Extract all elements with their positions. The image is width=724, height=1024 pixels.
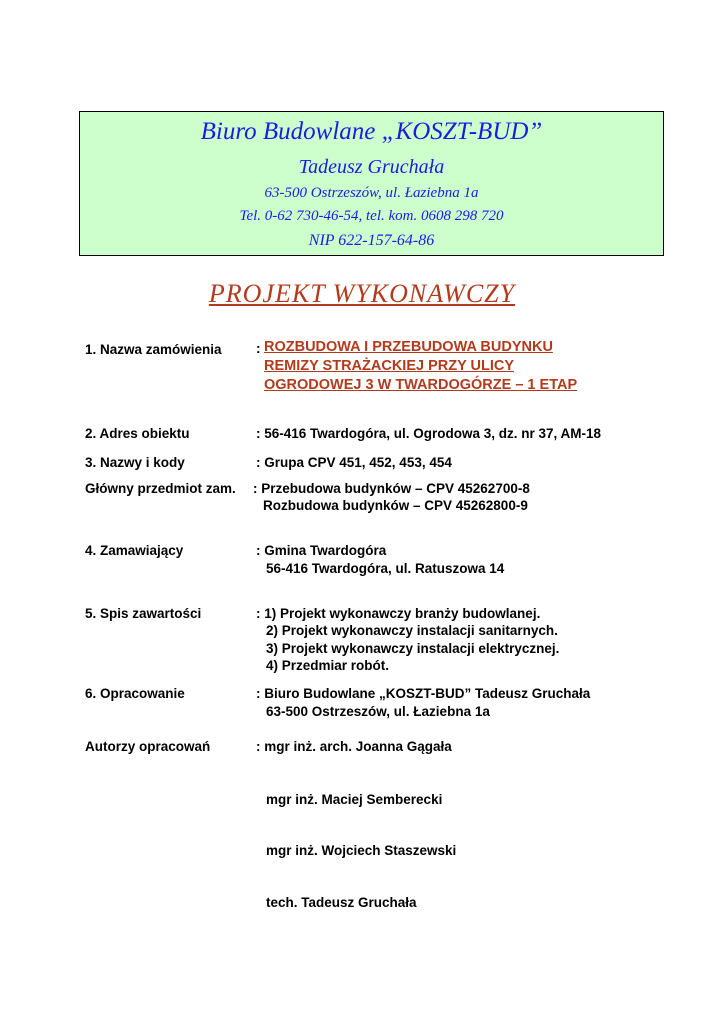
- company-address: 63-500 Ostrzeszów, ul. Łaziebna 1a: [264, 185, 479, 201]
- company-header-box: [79, 111, 664, 256]
- author-item: tech. Tadeusz Gruchała: [266, 895, 417, 910]
- main-subject-label: Główny przedmiot zam.: [85, 481, 236, 496]
- codes-label: 3. Nazwy i kody: [85, 455, 185, 470]
- client-value-2: 56-416 Twardogóra, ul. Ratuszowa 14: [266, 561, 505, 576]
- address-label: 2. Adres obiektu: [85, 426, 190, 441]
- order-name-label: 1. Nazwa zamówienia: [85, 342, 222, 357]
- authors-label: Autorzy opracowań: [85, 739, 211, 754]
- company-owner: Tadeusz Gruchała: [298, 156, 445, 178]
- company-nip: NIP 622-157-64-86: [308, 232, 435, 249]
- client-label: 4. Zamawiający: [85, 543, 184, 558]
- contents-item: 2) Projekt wykonawczy instalacji sanitarnych.: [266, 623, 558, 638]
- prepared-by-value-2: 63-500 Ostrzeszów, ul. Łaziebna 1a: [266, 704, 490, 719]
- codes-value: : Grupa CPV 451, 452, 453, 454: [256, 455, 452, 470]
- company-name: Biuro Budowlane „KOSZT-BUD”: [200, 118, 543, 145]
- order-name-line: ROZBUDOWA I PRZEBUDOWA BUDYNKU: [264, 339, 553, 355]
- order-name-value: [264, 338, 577, 395]
- prepared-by-value: : Biuro Budowlane „KOSZT-BUD” Tadeusz Gruchała: [256, 686, 591, 701]
- document-title: PROJEKT WYKONAWCZY: [208, 279, 516, 308]
- order-name-line: OGRODOWEJ 3 W TWARDOGÓRZE – 1 ETAP: [264, 377, 578, 393]
- contents-label: 5. Spis zawartości: [85, 606, 202, 621]
- order-name-colon: :: [256, 341, 261, 356]
- contents-item: : 1) Projekt wykonawczy branży budowlanej.: [256, 606, 541, 621]
- contents-item: 3) Projekt wykonawczy instalacji elektrycznej.: [266, 641, 560, 656]
- author-item: mgr inż. Maciej Semberecki: [266, 792, 443, 807]
- order-name-line: REMIZY STRAŻACKIEJ PRZY ULICY: [264, 358, 515, 374]
- company-phone: Tel. 0-62 730-46-54, tel. kom. 0608 298 720: [239, 208, 504, 224]
- client-value: : Gmina Twardogóra: [256, 543, 387, 558]
- author-item: : mgr inż. arch. Joanna Gągała: [256, 739, 452, 754]
- main-subject-value: : Przebudowa budynków – CPV 45262700-8: [253, 481, 530, 496]
- main-subject-value-2: Rozbudowa budynków – CPV 45262800-9: [263, 498, 528, 513]
- address-value: : 56-416 Twardogóra, ul. Ogrodowa 3, dz. nr 37, AM-18: [256, 426, 602, 441]
- prepared-by-label: 6. Opracowanie: [85, 686, 185, 701]
- author-item: mgr inż. Wojciech Staszewski: [266, 843, 457, 858]
- contents-item: 4) Przedmiar robót.: [266, 658, 390, 673]
